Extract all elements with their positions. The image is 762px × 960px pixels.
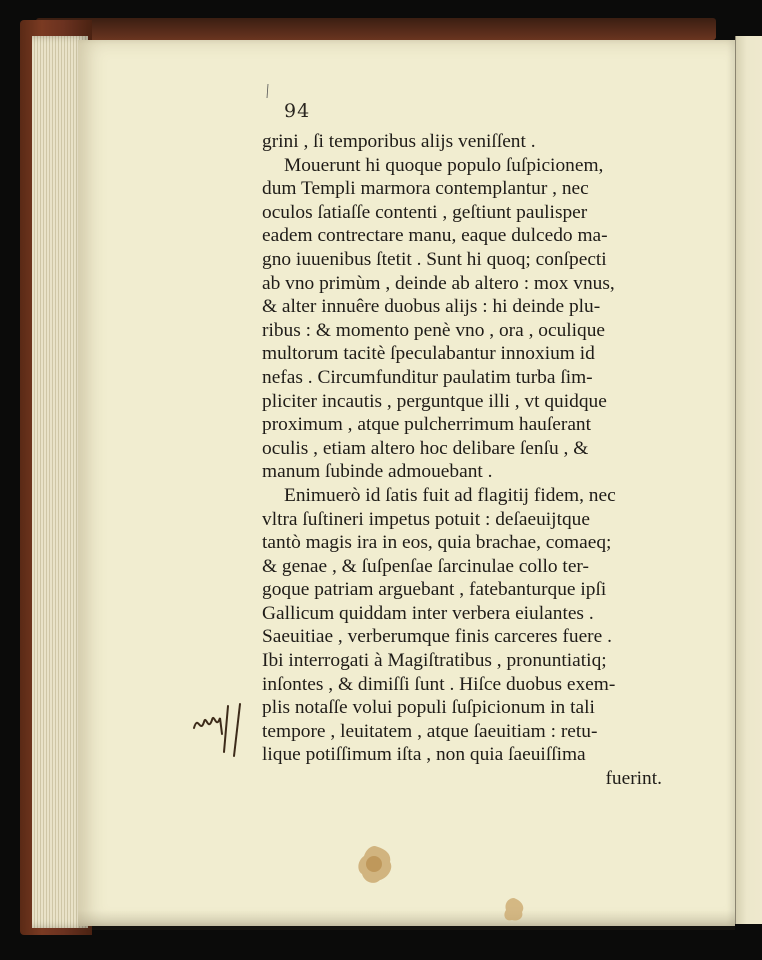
- text-line: ab vno primùm , deinde ab altero : mox vnus,: [262, 272, 615, 294]
- text-line: goque patriam arguebant , fatebanturque ipſi: [262, 579, 607, 601]
- text-line: nefas . Circumfunditur paulatim turba ſim-: [262, 366, 593, 388]
- text-line: Enimuerò id ſatis fuit ad flagitij fidem, nec: [284, 484, 616, 506]
- facing-page-edge: [735, 36, 762, 924]
- text-line: tantò magis ira in eos, quia brachae, comaeq;: [262, 532, 612, 554]
- page-number: 94: [284, 100, 311, 122]
- text-line: ribus : & momento penè vno , ora , oculique: [262, 319, 606, 341]
- ink-stain-icon: [500, 896, 528, 924]
- text-line: & alter innuêre duobus alijs : hi deinde plu-: [262, 296, 601, 318]
- text-line: proximum , atque pulcherrimum hauſerant: [262, 414, 592, 436]
- text-line: vltra ſuſtineri impetus potuit : deſaeuijtque: [262, 508, 590, 530]
- text-line: pliciter incautis , perguntque illi , vt quidque: [262, 390, 607, 412]
- text-line: plis notaſſe volui populi ſuſpicionum in tali: [262, 697, 595, 719]
- text-line: eadem contrectare manu, eaque dulcedo ma-: [262, 225, 608, 247]
- text-line: dum Templi marmora contemplantur , nec: [262, 178, 589, 200]
- text-line: Ibi interrogati à Magiſtratibus , pronuntiatiq;: [262, 650, 607, 672]
- ink-stain-icon: [352, 842, 398, 888]
- book-cover-top-edge: [36, 18, 716, 40]
- text-line: tempore , leuitatem , atque ſaeuitiam : retu-: [262, 720, 598, 742]
- text-line: gno iuuenibus ſtetit . Sunt hi quoq; conſpecti: [262, 248, 607, 270]
- text-line: Gallicum quiddam inter verbera eiulantes .: [262, 602, 594, 624]
- text-line: manum ſubinde admouebant .: [262, 461, 493, 483]
- text-line: grini , ſi temporibus alijs veniſſent .: [262, 131, 536, 152]
- handwritten-margin-note-icon: [190, 700, 260, 760]
- text-line: oculos ſatiaſſe contenti , geſtiunt paulisper: [262, 201, 588, 223]
- pencil-mark-icon: [266, 84, 270, 98]
- text-line: fuerint.: [605, 768, 662, 790]
- text-line: lique potiſſimum iſta , non quia ſaeuiſſima: [262, 744, 586, 766]
- page-bottom-shade: [78, 910, 735, 930]
- text-line: multorum tacitè ſpeculabantur innoxium id: [262, 343, 595, 365]
- text-line: oculis , etiam altero hoc delibare ſenſu , &: [262, 437, 589, 459]
- text-line: Mouerunt hi quoque populo ſuſpicionem,: [284, 154, 604, 176]
- text-line: & genae , & ſuſpenſae ſarcinulae collo ter-: [262, 555, 589, 577]
- text-line: Saeuitiae , verberumque finis carceres fuere .: [262, 626, 612, 648]
- page-text: [262, 130, 670, 791]
- text-line: inſontes , & dimiſſi ſunt . Hiſce duobus exem-: [262, 673, 616, 695]
